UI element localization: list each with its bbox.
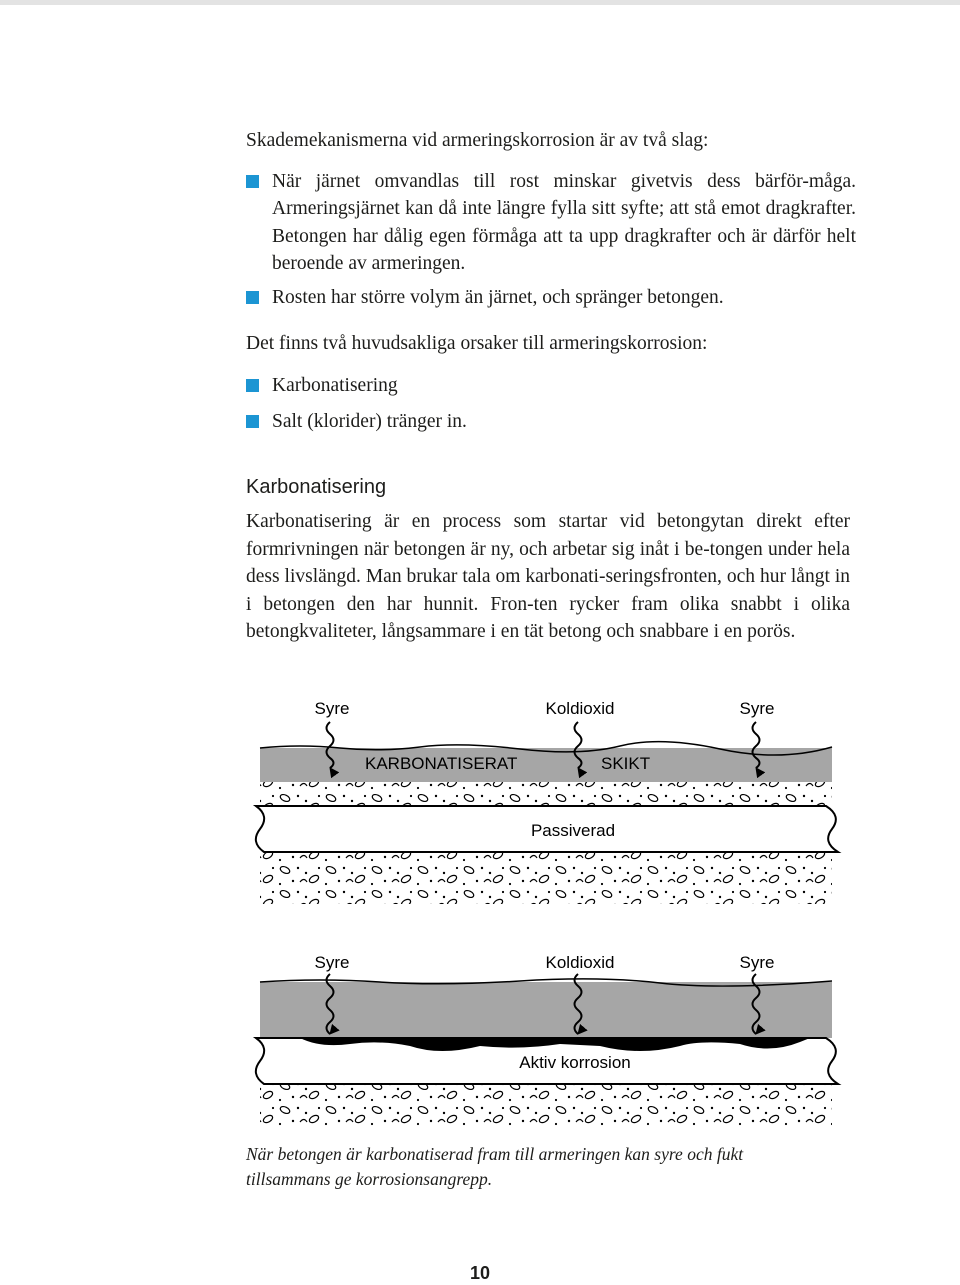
page-number: 10 (469, 1263, 491, 1283)
concrete-aggregate (260, 782, 832, 806)
label-oxygen: Syre (739, 699, 775, 718)
bar-label: Passiverad (530, 821, 616, 840)
label-carbon-dioxide: Koldioxid (545, 699, 615, 718)
layer-label-right: SKIKT (601, 754, 651, 773)
bullet-text: Karbonatisering (272, 374, 398, 396)
figure-active-corrosion (256, 953, 838, 1128)
section-heading: Karbonatisering (246, 476, 387, 498)
bullet-text: Salt (klorider) tränger in. (272, 411, 467, 432)
section-body: Karbonatisering är en process som startar vid betongytan direkt efter formrivningen när betongen är ny, och arbetar sig inåt i be-tongen under hela dess livslängd. Man brukar tala om karbonati-seringsfronten, och hur långt in i betongen den har hunnit. Fron-ten rycker fram olika snabbt i olika betongkvaliteter, långsammare i en tät betong och snabbare i en porös. (246, 511, 850, 642)
bar-label: Aktiv korrosion (519, 1053, 631, 1072)
label-oxygen: Syre (314, 953, 350, 972)
layer-label-left: KARBONATISERAT (365, 754, 518, 773)
bullet-text: Rosten har större volym än järnet, och spränger betongen. (272, 286, 724, 308)
label-oxygen: Syre (739, 953, 775, 972)
concrete-aggregate (260, 1084, 832, 1128)
bullet-text: När järnet omvandlas till rost minskar givetvis dess bärför-måga. Armeringsjärnet kan då inte längre fylla sitt syfte; att stå emot dragkrafter. Betongen har dålig egen förmåga att ta upp dragkrafter och är därför helt beroende av armeringen. (272, 170, 856, 274)
causes-lead: Det finns två huvudsakliga orsaker till armeringskorrosion: (246, 333, 708, 354)
figure-passivated (256, 699, 838, 904)
figure-caption: När betongen är karbonatiserad fram till armeringen kan syre och fukt tillsammans ge korrosionsangrepp. (246, 1144, 744, 1189)
carbonated-layer (260, 982, 832, 1038)
label-oxygen: Syre (314, 699, 350, 718)
label-carbon-dioxide: Koldioxid (545, 953, 615, 972)
intro-lead: Skademekanismerna vid armeringskorrosion är av två slag: (246, 130, 709, 151)
concrete-aggregate (260, 852, 832, 904)
